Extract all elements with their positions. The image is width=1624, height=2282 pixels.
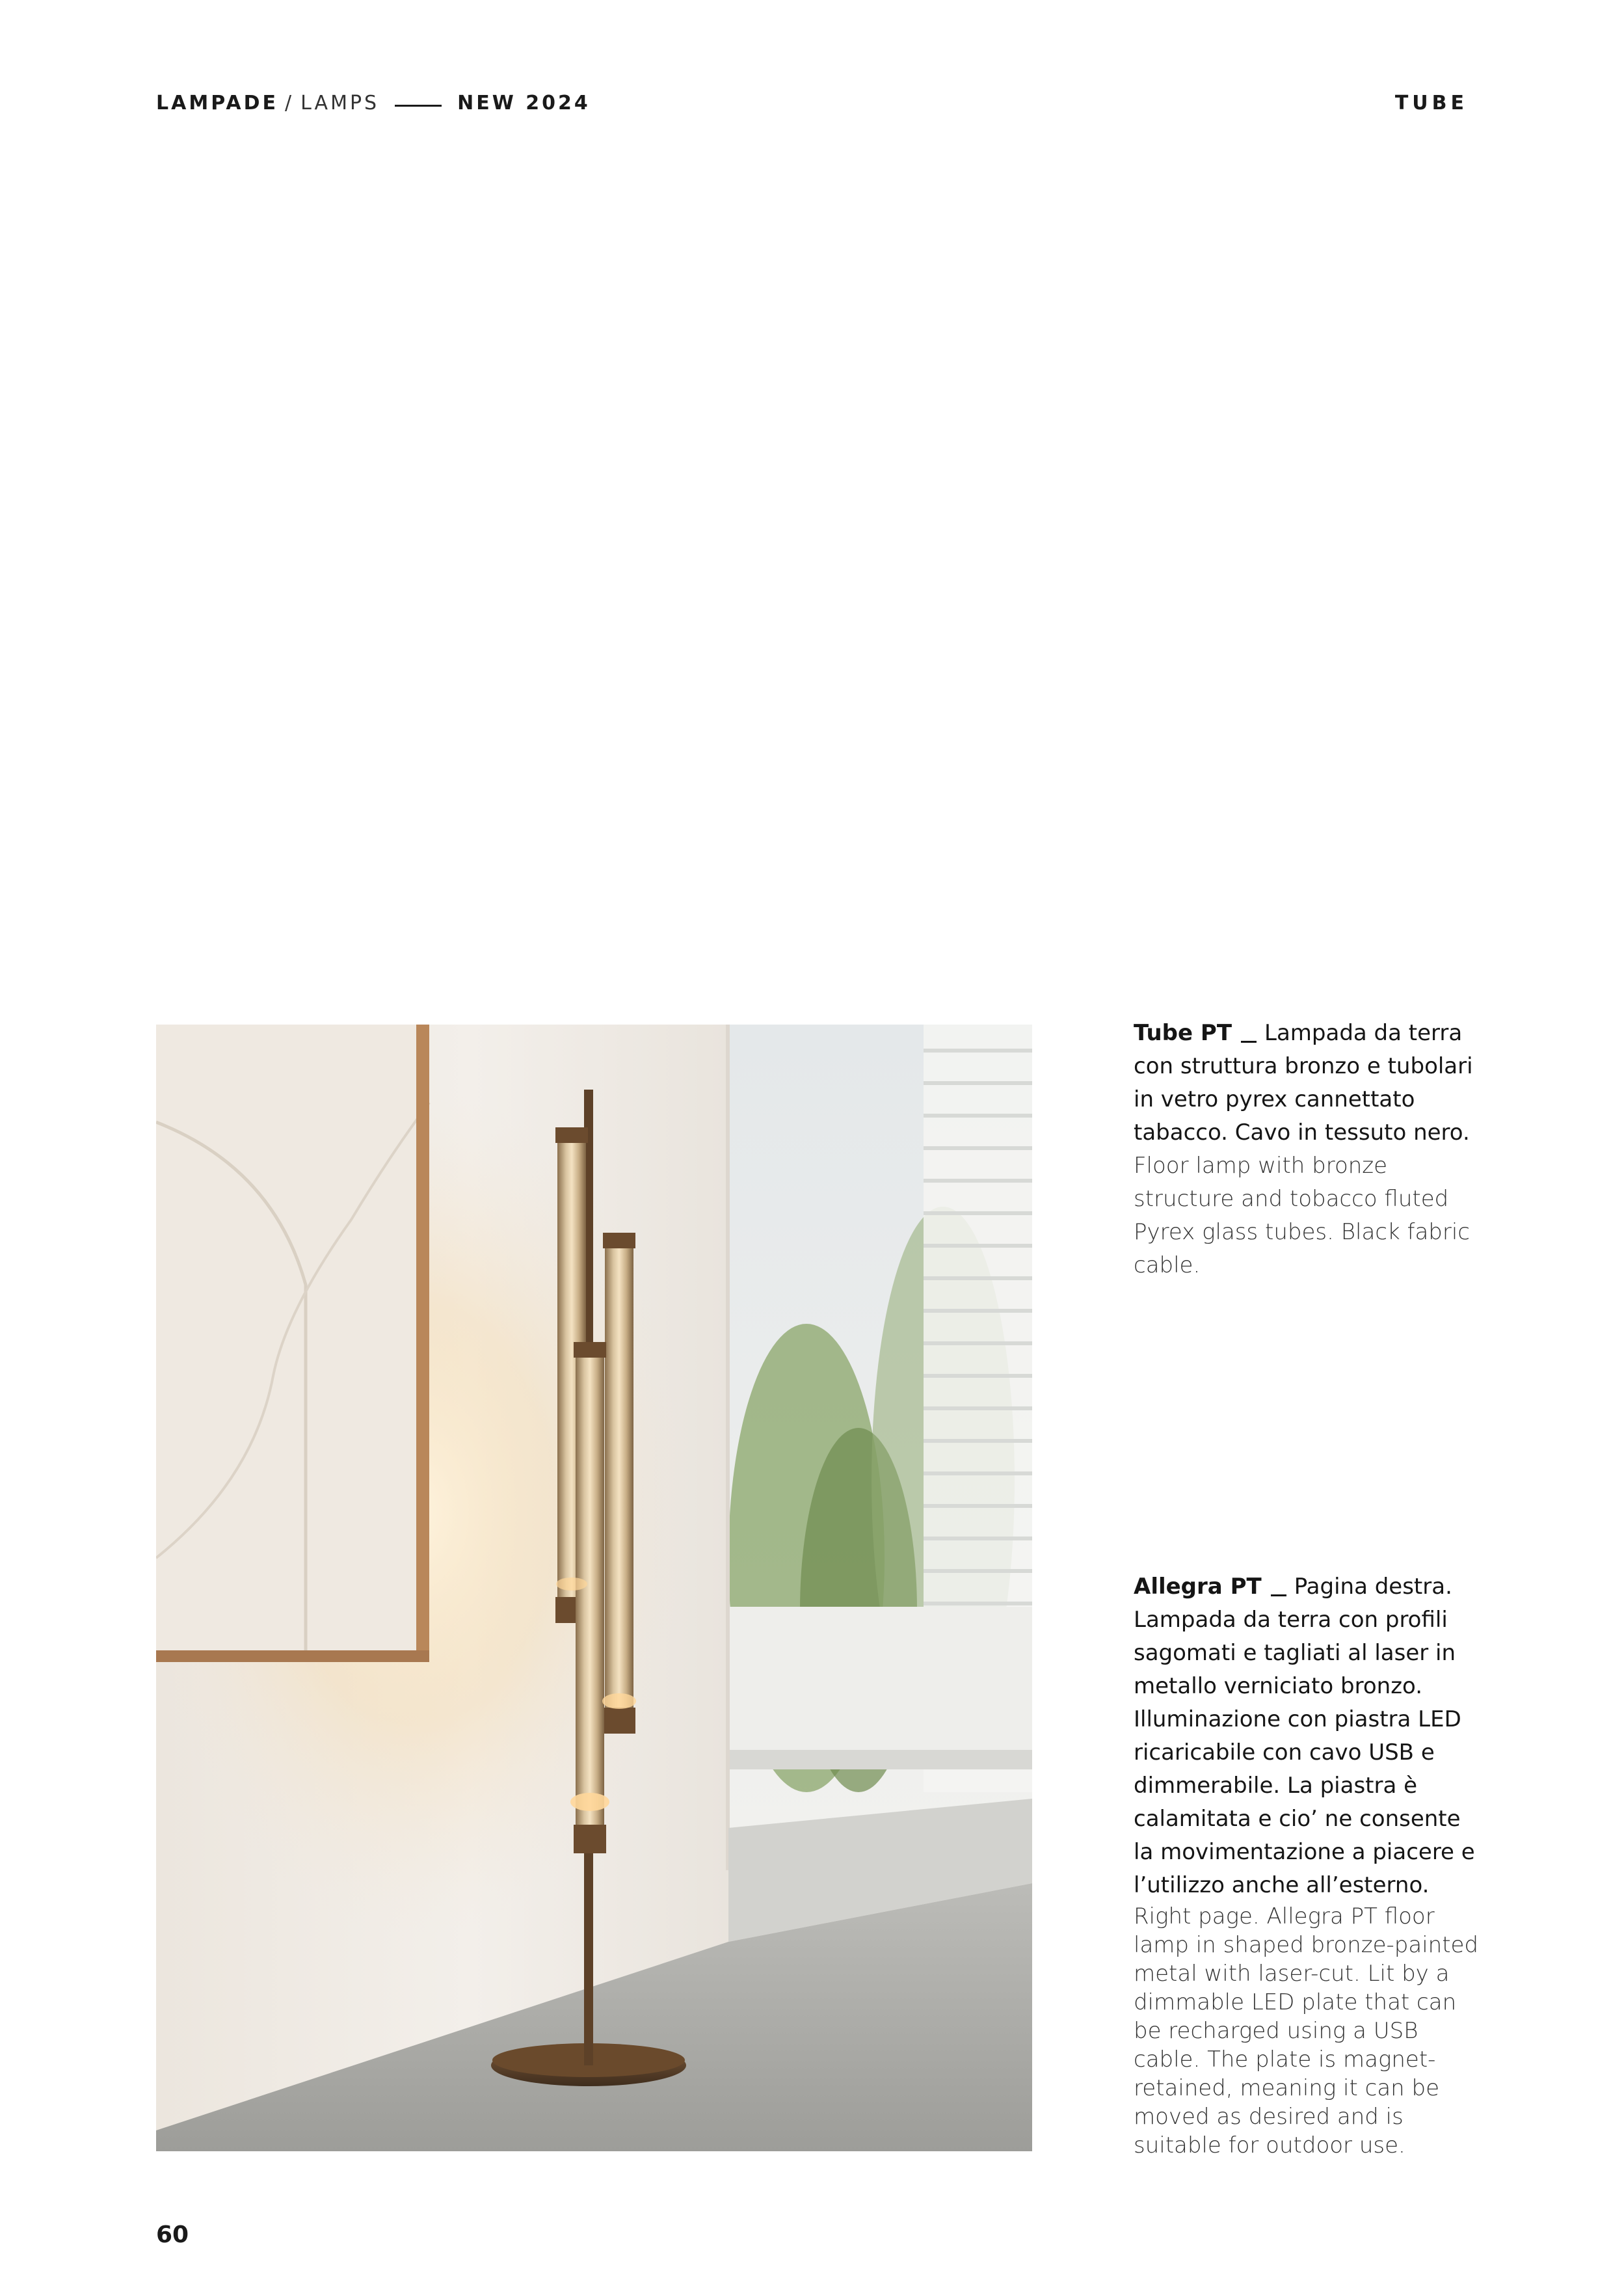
- allegra-pt-italian-paragraph: [1134, 1570, 1485, 1902]
- tube-pt-italian-paragraph: [1134, 1017, 1485, 1149]
- allegra-pt-title: Allegra PT: [1134, 1574, 1262, 1600]
- allegra-pt-italian-text: Pagina destra. Lampada da terra con profili sagomati e tagliati al laser in metallo verniciato bronzo. Illuminazione con piastra LED ricaricabile con cavo USB e dimmerabile. La piastra è calamitata e cio’ ne consente la movimentazione a piacere e l’utilizzo anche all’esterno.: [1134, 1574, 1475, 1898]
- header-section-english: LAMPS: [300, 91, 380, 114]
- header-product-family: TUBE: [1394, 91, 1468, 114]
- tube-pt-english-text: Floor lamp with bronze structure and tobacco fluted Pyrex glass tubes. Black fabric cable.: [1134, 1153, 1470, 1278]
- tube-pt-italian-text: Lampada da terra con struttura bronzo e tubolari in vetro pyrex cannettato tabacco. Cavo in tessuto nero.: [1134, 1020, 1473, 1146]
- header-slash: /: [285, 91, 295, 114]
- product-description-tube-pt: [1134, 1017, 1485, 1282]
- header-section-label: [156, 90, 591, 116]
- title-dash: [1241, 1041, 1257, 1043]
- allegra-pt-english-text: Right page. Allegra PT floor lamp in shaped bronze-painted metal with laser-cut. Lit by a dimmable LED plate that can be recharged using a USB cable. The plate is magnet-retained, meaning it can be moved as desired and is suitable for outdoor use.: [1134, 1903, 1479, 2158]
- header-collection: NEW 2024: [457, 91, 591, 114]
- header-section-italian: LAMPADE: [156, 91, 279, 114]
- page-number: 60: [156, 2222, 189, 2248]
- product-description-allegra-pt: [1134, 1570, 1485, 2160]
- header-dash-divider: [395, 105, 442, 107]
- tube-pt-title: Tube PT: [1134, 1020, 1232, 1046]
- product-photo: [156, 1025, 1032, 2151]
- title-dash: [1271, 1594, 1286, 1596]
